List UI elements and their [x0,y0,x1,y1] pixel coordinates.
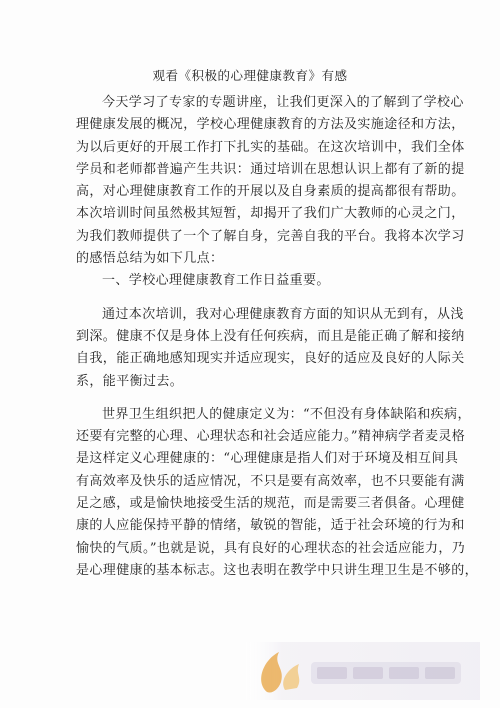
paragraph-intro [76,92,465,270]
text-line: 今天学习了专家的专题讲座，让我们更深入的了解到了学校心 [102,95,464,110]
document-body [76,92,479,582]
text-line: 本次培训时间虽然极其短暂，却揭开了我们广大教师的心灵之门， [76,206,465,222]
text-line: 愉快的气质。”也就是说，具有良好的心理状态的社会适应能力，乃 [76,540,466,556]
paragraph-spacer [76,293,430,304]
text-line: 有高效率及快乐的适应情况，不只是要有高效率，也不只要能有满 [76,473,465,489]
watermark-logo [245,642,480,700]
document-title: 观看《积极的心理健康教育》有感 [152,68,348,83]
text-line: 是这样定义心理健康的：“心理健康是指人们对于环境及相互间具 [76,451,459,467]
text-line: 通过本次培训，我对心理健康教育方面的知识从无到有，从浅 [102,306,464,322]
paragraph-who-definition [76,404,479,582]
text-line: 系，能平衡过去。 [76,373,184,389]
text-line: 为以后更好的开展工作打下扎实的基础。在这次培训中，我们全体 [76,139,465,155]
text-line: 自我，能正确地感知现实并适应现实，良好的适应及良好的人际关 [76,351,465,367]
text-line: 理健康发展的概况，学校心理健康教育的方法及实施途径和方法， [76,117,465,133]
text-line: 世界卫生组织把人的健康定义为：“不但没有身体缺陷和疾病， [102,406,471,422]
text-line: 足之感，或是愉快地接受生活的规范，而是需要三者俱备。心理健 [76,496,465,512]
text-line: 的感悟总结为如下几点： [76,251,224,267]
flame-logo-icon [245,642,480,700]
heading-line: 一、学校心理健康教育工作日益重要。 [102,273,330,289]
text-line: 到深。健康不仅是身体上没有任何疾病，而且是能正确了解和接纳 [76,328,465,344]
section-heading [76,270,430,292]
text-line: 为我们教师提供了一个了解自身，完善自我的平台。我将本次学习 [76,228,465,244]
paragraph-training [76,304,465,393]
text-line: 是心理健康的基本标志。这也表明在教学中只讲生理卫生是不够的， [76,562,479,578]
text-line: 康的人应能保持平静的情绪，敏锐的智能，适于社会环境的行为和 [76,518,465,534]
text-line: 学员和老师都普遍产生共识：通过培训在思想认识上都有了新的提 [76,161,465,177]
text-line: 还要有完整的心理、心理状态和社会适应能力。”精神病学者麦灵格 [76,429,466,445]
paragraph-spacer [76,393,430,404]
text-line: 高，对心理健康教育工作的开展以及自身素质的提高都很有帮助。 [76,184,465,200]
